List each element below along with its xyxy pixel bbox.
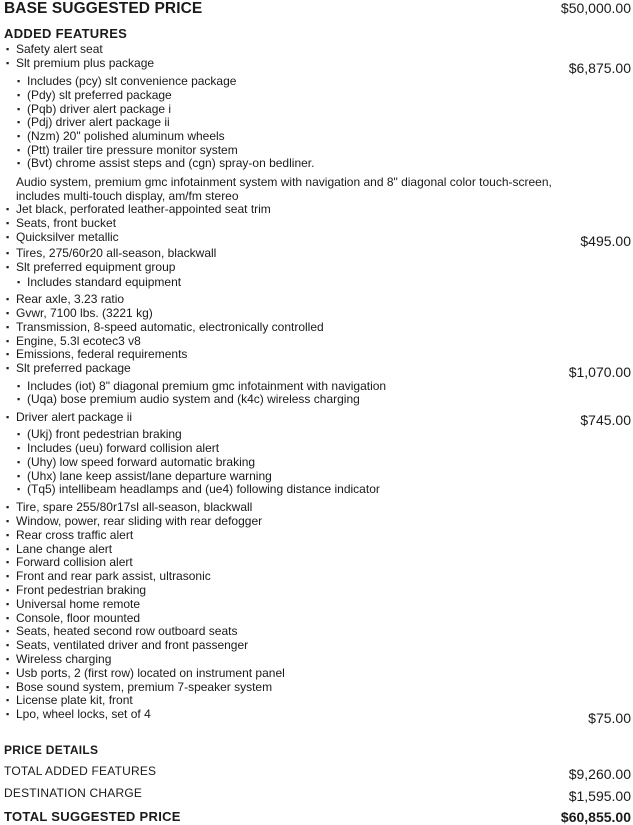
feature-text: Quicksilver metallic	[16, 230, 119, 244]
feature-text: (Uhx) lane keep assist/lane departure warning	[27, 469, 272, 483]
feature-text: Slt preferred equipment group	[16, 260, 176, 274]
feature-text: Slt preferred package	[16, 361, 131, 375]
feature-text: (Pdj) driver alert package ii	[27, 115, 170, 129]
bullet-icon: ▪	[6, 262, 10, 272]
feature-item	[6, 411, 566, 425]
feature-item	[6, 625, 566, 639]
feature-text: Front pedestrian braking	[16, 583, 147, 597]
feature-text: Lane change alert	[16, 542, 113, 556]
bullet-icon: ▪	[6, 613, 10, 623]
bullet-icon: ▪	[6, 571, 10, 581]
feature-item	[6, 584, 566, 598]
feature-text: License plate kit, front	[16, 693, 133, 707]
bullet-icon: ▪	[6, 349, 10, 359]
price-details-heading: PRICE DETAILS	[4, 743, 99, 757]
bullet-icon: ▪	[17, 443, 21, 453]
feature-item	[6, 501, 566, 515]
bullet-icon: ▪	[6, 516, 10, 526]
feature-text: Rear cross traffic alert	[16, 528, 134, 542]
feature-text: (Uqa) bose premium audio system and (k4c) wireless charging	[27, 392, 360, 406]
destination-charge-label: DESTINATION CHARGE	[4, 786, 143, 800]
bullet-icon: ▪	[6, 322, 10, 332]
bullet-icon: ▪	[6, 232, 10, 242]
feature-text: Universal home remote	[16, 597, 141, 611]
sub-feature-item	[17, 75, 577, 89]
bullet-icon: ▪	[17, 381, 21, 391]
feature-item	[6, 570, 566, 584]
feature-item	[6, 362, 566, 376]
bullet-icon: ▪	[17, 117, 21, 127]
base-price-value: $50,000.00	[560, 0, 631, 16]
feature-text: Audio system, premium gmc infotainment system with navigation and 8" diagonal color touch-screen, includes multi-touch display, am/fm stereo	[16, 175, 552, 203]
bullet-icon: ▪	[6, 640, 10, 650]
bullet-icon: ▪	[6, 412, 10, 422]
bullet-icon: ▪	[6, 654, 10, 664]
bullet-icon: ▪	[6, 585, 10, 595]
bullet-icon: ▪	[17, 429, 21, 439]
feature-text: (Pdy) slt preferred package	[27, 88, 172, 102]
destination-charge-value: $1,595.00	[568, 788, 631, 804]
feature-item	[6, 217, 566, 231]
feature-text: Console, floor mounted	[16, 611, 141, 625]
bullet-icon: ▪	[17, 394, 21, 404]
bullet-icon: ▪	[6, 668, 10, 678]
bullet-icon	[6, 176, 16, 190]
feature-text: Includes standard equipment	[27, 275, 182, 289]
bullet-icon: ▪	[6, 58, 10, 68]
package-price: $1,070.00	[568, 364, 631, 380]
feature-text: Slt premium plus package	[16, 56, 155, 70]
bullet-icon: ▪	[17, 277, 21, 287]
sub-feature-item	[17, 442, 577, 456]
feature-text: (Pqb) driver alert package i	[27, 102, 172, 116]
bullet-icon: ▪	[6, 544, 10, 554]
feature-text: (Tq5) intellibeam headlamps and (ue4) following distance indicator	[27, 482, 380, 496]
feature-item	[6, 307, 566, 321]
feature-text: Safety alert seat	[16, 42, 103, 56]
bullet-icon: ▪	[6, 308, 10, 318]
feature-text: (Ptt) trailer tire pressure monitor system	[27, 143, 238, 157]
bullet-icon: ▪	[6, 218, 10, 228]
feature-text: Transmission, 8-speed automatic, electronically controlled	[16, 320, 324, 334]
bullet-icon: ▪	[17, 76, 21, 86]
feature-item	[6, 321, 566, 335]
feature-text: (Nzm) 20" polished aluminum wheels	[27, 129, 225, 143]
bullet-icon: ▪	[17, 104, 21, 114]
feature-item	[6, 598, 566, 612]
bullet-icon: ▪	[17, 90, 21, 100]
bullet-icon: ▪	[6, 557, 10, 567]
feature-item	[6, 556, 566, 570]
package-price: $6,875.00	[568, 60, 631, 76]
bullet-icon: ▪	[17, 158, 21, 168]
feature-text: Wireless charging	[16, 652, 112, 666]
feature-item	[6, 57, 566, 71]
added-features-heading: ADDED FEATURES	[4, 26, 128, 41]
bullet-icon: ▪	[6, 695, 10, 705]
sub-feature-item	[17, 428, 577, 442]
feature-text: Window, power, rear sliding with rear defogger	[16, 514, 263, 528]
feature-text: (Uhy) low speed forward automatic braking	[27, 455, 256, 469]
bullet-icon: ▪	[6, 248, 10, 258]
total-suggested-price-label: TOTAL SUGGESTED PRICE	[4, 809, 181, 824]
feature-text: Bose sound system, premium 7-speaker system	[16, 680, 273, 694]
feature-text: Seats, ventilated driver and front passenger	[16, 638, 249, 652]
feature-item	[6, 247, 566, 261]
total-suggested-price-value: $60,855.00	[560, 809, 631, 825]
feature-text: Includes (pcy) slt convenience package	[27, 74, 237, 88]
feature-item	[6, 348, 566, 362]
bullet-icon: ▪	[6, 363, 10, 373]
sub-feature-item	[17, 276, 577, 290]
bullet-icon: ▪	[6, 626, 10, 636]
feature-text: Driver alert package ii	[16, 410, 133, 424]
package-price: $745.00	[580, 412, 631, 428]
sub-feature-item	[17, 456, 577, 470]
feature-item	[6, 667, 566, 681]
feature-text: (Ukj) front pedestrian braking	[27, 427, 182, 441]
feature-item	[6, 653, 566, 667]
feature-text: (Bvt) chrome assist steps and (cgn) spray-on bedliner.	[27, 156, 315, 170]
bullet-icon: ▪	[6, 709, 10, 719]
bullet-icon: ▪	[6, 682, 10, 692]
feature-item	[6, 176, 576, 203]
bullet-icon: ▪	[17, 145, 21, 155]
feature-item	[6, 515, 566, 529]
feature-text: Emissions, federal requirements	[16, 347, 188, 361]
bullet-icon: ▪	[17, 457, 21, 467]
feature-text: Tire, spare 255/80r17sl all-season, blackwall	[16, 500, 253, 514]
bullet-icon: ▪	[17, 484, 21, 494]
feature-item	[6, 694, 566, 708]
feature-item	[6, 261, 566, 275]
sub-feature-item	[17, 130, 577, 144]
feature-item	[6, 529, 566, 543]
feature-item	[6, 708, 566, 722]
sub-feature-item	[17, 483, 577, 497]
feature-text: Seats, heated second row outboard seats	[16, 624, 238, 638]
bullet-icon: ▪	[6, 502, 10, 512]
base-price-label: BASE SUGGESTED PRICE	[4, 0, 203, 17]
feature-text: Lpo, wheel locks, set of 4	[16, 707, 151, 721]
feature-text: Usb ports, 2 (first row) located on instrument panel	[16, 666, 285, 680]
feature-text: Gvwr, 7100 lbs. (3221 kg)	[16, 306, 153, 320]
feature-text: Rear axle, 3.23 ratio	[16, 292, 125, 306]
bullet-icon: ▪	[17, 471, 21, 481]
bullet-icon: ▪	[17, 131, 21, 141]
bullet-icon: ▪	[6, 599, 10, 609]
feature-text: Includes (iot) 8" diagonal premium gmc infotainment with navigation	[27, 379, 387, 393]
feature-text: Engine, 5.3l ecotec3 v8	[16, 334, 141, 348]
bullet-icon: ▪	[6, 530, 10, 540]
feature-item	[6, 203, 566, 217]
bullet-icon: ▪	[6, 204, 10, 214]
sub-feature-item	[17, 157, 577, 171]
bullet-icon: ▪	[6, 294, 10, 304]
feature-item	[6, 293, 566, 307]
bullet-icon: ▪	[6, 336, 10, 346]
feature-text: Tires, 275/60r20 all-season, blackwall	[16, 246, 217, 260]
feature-text: Includes (ueu) forward collision alert	[27, 441, 220, 455]
sub-feature-item	[17, 89, 577, 103]
sub-feature-item	[17, 116, 577, 130]
feature-item	[6, 43, 566, 57]
total-added-features-value: $9,260.00	[568, 766, 631, 782]
bullet-icon: ▪	[6, 44, 10, 54]
feature-text: Seats, front bucket	[16, 216, 117, 230]
package-price: $495.00	[580, 233, 631, 249]
total-added-features-label: TOTAL ADDED FEATURES	[4, 764, 157, 778]
base-price-row	[4, 0, 631, 18]
package-price: $75.00	[588, 710, 631, 726]
feature-item	[6, 231, 566, 245]
feature-text: Front and rear park assist, ultrasonic	[16, 569, 211, 583]
feature-item	[6, 639, 566, 653]
sub-feature-item	[17, 393, 577, 407]
feature-text: Forward collision alert	[16, 555, 133, 569]
feature-text: Jet black, perforated leather-appointed seat trim	[16, 202, 271, 216]
